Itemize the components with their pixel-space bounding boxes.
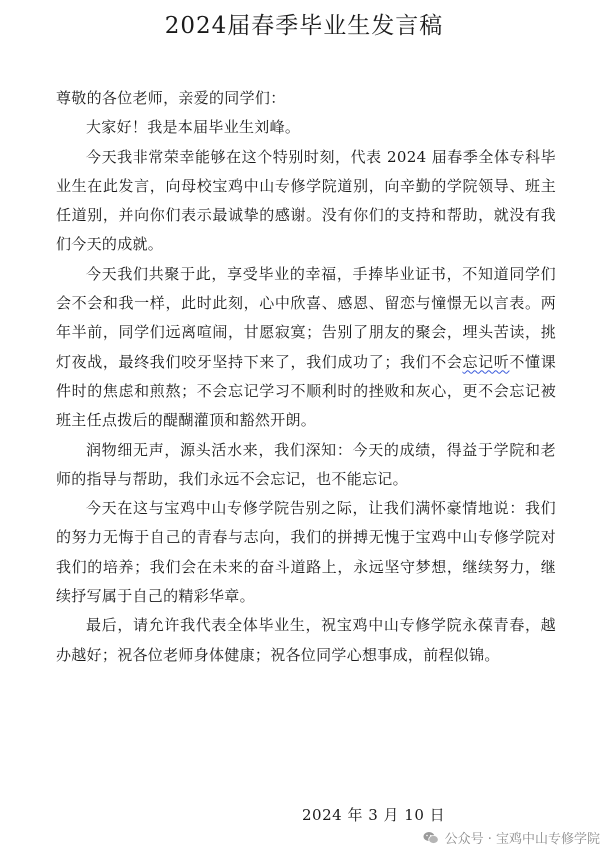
wechat-icon xyxy=(423,831,439,845)
paragraph-memories-part2: 不懂课件时的焦虑和煎熬；不会忘记学习不顺利时的挫败和灰心，更不会忘记被班主任点拨后的醍醐灌顶和豁然开朗。 xyxy=(56,352,556,430)
paragraph-gratitude: 润物细无声，源头活水来，我们深知：今天的成绩，得益于学院和老师的指导与帮助，我们永远不会忘记，也不能忘记。 xyxy=(56,440,556,488)
speech-date: 2024 年 3 月 10 日 xyxy=(302,806,446,824)
paragraph-thanks: 今天我非常荣幸能够在这个特别时刻，代表 2024 届春季全体专科毕业生在此发言，向母校宝鸡中山专修学院道别，向辛勤的学院领导、班主任道别，并向你们表示最诚挚的感谢。没有你们的支持和帮助，就没有我们今天的成就。 xyxy=(56,147,556,254)
document-title: 2024届春季毕业生发言稿 xyxy=(164,13,444,39)
spellcheck-flagged-text[interactable]: 忘记听 xyxy=(462,352,510,371)
paragraph-greeting: 大家好！我是本届毕业生刘峰。 xyxy=(86,118,301,137)
watermark xyxy=(423,828,600,847)
paragraph-memories xyxy=(56,260,556,436)
watermark-text: 公众号 · 宝鸡中山专修学院 xyxy=(444,832,600,847)
paragraph-memories-part1: 今天我们共聚于此，享受毕业的幸福，手捧毕业证书，不知道同学们会不会和我一样，此时此刻，心中欣喜、感恩、留恋与憧憬无以言表。两年半前，同学们远离喧闹，甘愿寂寞；告别了朋友的聚会，埋头苦读，挑灯夜战，最终我们咬牙坚持下来了，我们成功了；我们不会 xyxy=(56,264,556,371)
paragraph-farewell: 今天在这与宝鸡中山专修学院告别之际，让我们满怀豪情地说：我们的努力无悔于自己的青春与志向，我们的拼搏无愧于宝鸡中山专修学院对我们的培养；我们会在未来的奋斗道路上，永远坚守梦想，继续努力，继续抒写属于自己的精彩华章。 xyxy=(56,499,556,606)
speech-body xyxy=(56,84,556,670)
paragraph-closing: 最后，请允许我代表全体毕业生，祝宝鸡中山专修学院永葆青春，越办越好；祝各位老师身体健康；祝各位同学心想事成，前程似锦。 xyxy=(56,616,556,664)
salutation: 尊敬的各位老师，亲爱的同学们： xyxy=(56,89,286,107)
